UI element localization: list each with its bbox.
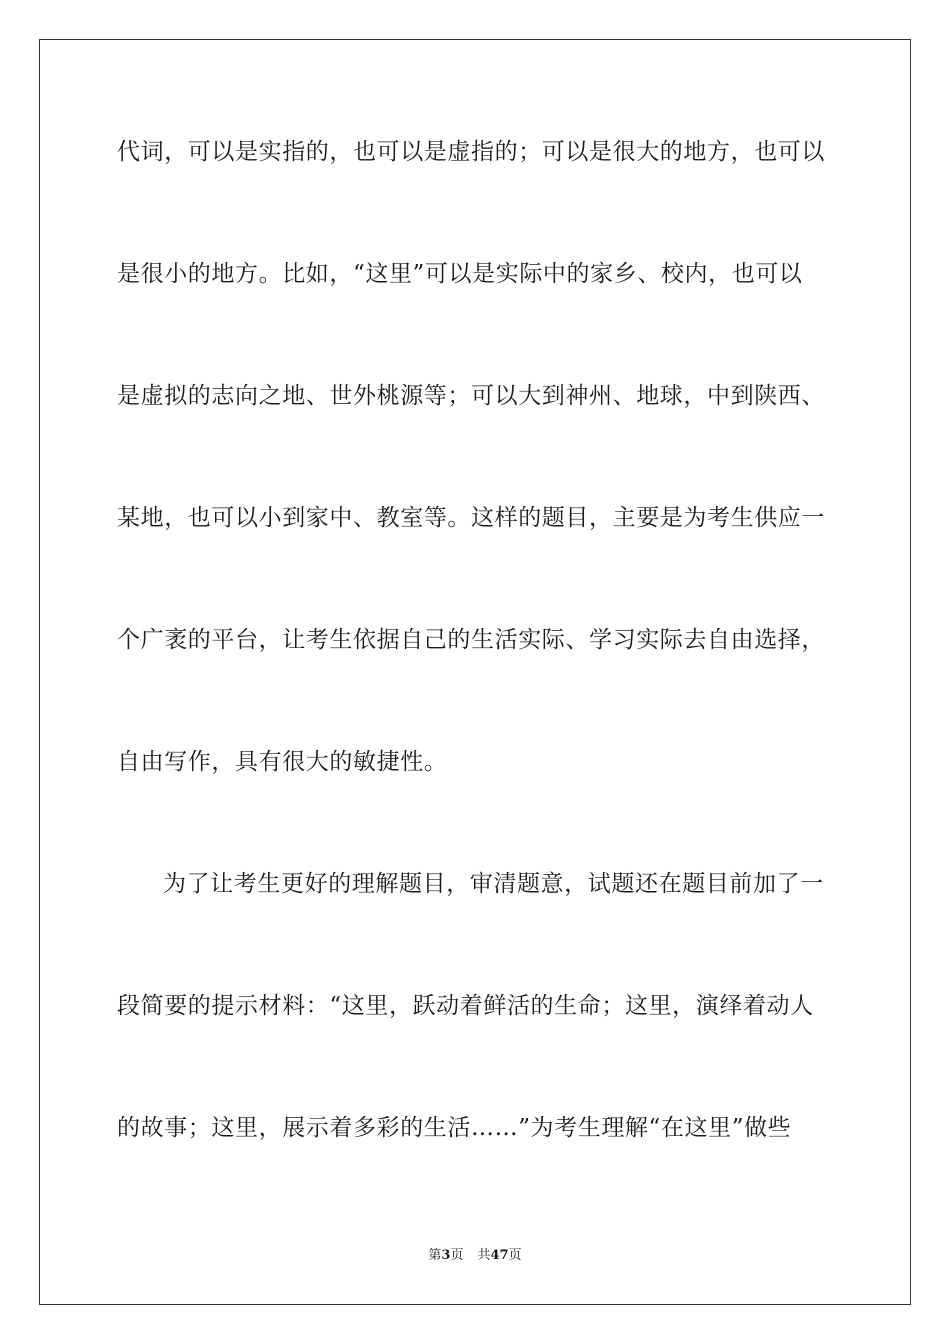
page-suffix: 页 [450,1248,464,1263]
page-footer [0,1247,950,1265]
page-prefix: 第 [428,1248,442,1263]
page-number: 3 [441,1248,451,1263]
body-line-4: 某地，也可以小到家中、教室等。这样的题目，主要是为考生供应一 [117,505,825,531]
body-line-8: 段简要的提示材料：“这里，跃动着鲜活的生命；这里，演绎着动人 [117,993,814,1019]
body-line-6: 自由写作，具有很大的敏捷性。 [117,749,448,775]
body-line-5: 个广袤的平台，让考生依据自己的生活实际、学习实际去自由选择， [117,627,825,653]
total-pages: 47 [490,1248,509,1263]
body-line-3: 是虚拟的志向之地、世外桃源等；可以大到神州、地球，中到陕西、 [117,383,825,409]
body-line-9: 的故事；这里，展示着多彩的生活……”为考生理解“在这里”做些 [117,1115,792,1141]
body-line-1: 代词，可以是实指的，也可以是虚指的；可以是很大的地方，也可以 [117,139,825,165]
total-prefix: 共 [477,1248,491,1263]
body-line-2: 是很小的地方。比如，“这里”可以是实际中的家乡、校内，也可以 [117,261,803,287]
body-line-7: 为了让考生更好的理解题目，审清题意，试题还在题目前加了一 [163,871,824,897]
total-suffix: 页 [508,1248,522,1263]
